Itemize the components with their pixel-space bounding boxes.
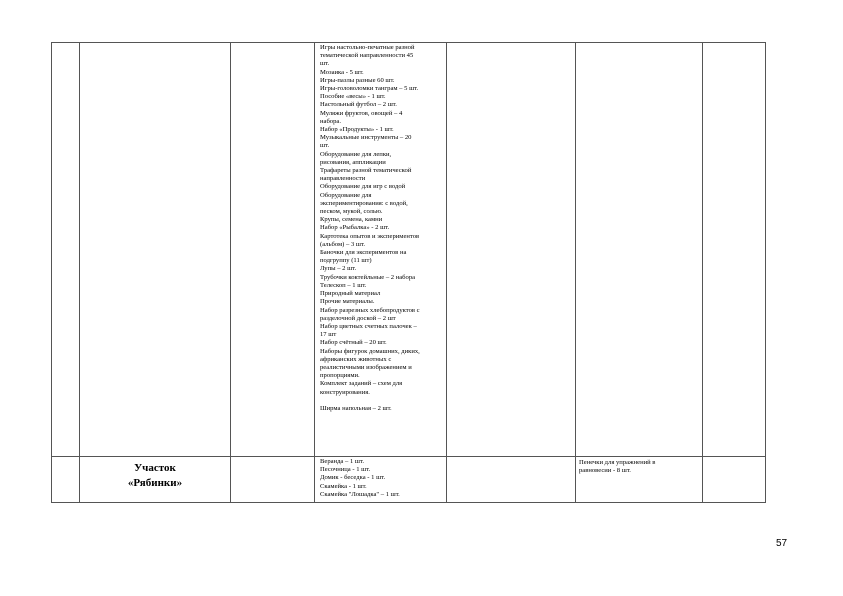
equipment-item: направленности — [320, 175, 366, 183]
equipment-item: Мозаика - 5 шт. — [320, 68, 364, 76]
site-title-line: «Рябинки» — [127, 477, 183, 489]
cell-site — [80, 43, 231, 457]
equipment-item: Ширма напольная – 2 шт. — [320, 404, 392, 412]
equipment-item: Домик - беседка - 1 шт. — [320, 474, 386, 482]
cell-empty — [231, 457, 315, 503]
equipment-item: (альбом) – 3 шт. — [320, 240, 366, 248]
equipment-item: Баночки для экспериментов на — [320, 249, 407, 257]
equipment-item: Игры-головоломки танграм – 5 шт. — [320, 85, 419, 93]
equipment-item: Песочница - 1 шт. — [320, 466, 371, 474]
cell-number — [52, 457, 80, 503]
equipment-item: Оборудование для — [320, 191, 372, 199]
equipment-item: Скамейка "Лошадка" – 1 шт. — [320, 490, 400, 498]
equipment-item: конструирования. — [320, 388, 370, 396]
equipment-item: Картотека опытов и экспериментов — [320, 232, 420, 240]
site-title-line: Участок — [134, 462, 176, 474]
equipment-item: тематической направленности 45 — [320, 52, 414, 60]
equipment-item: Игры настольно-печатные разной — [320, 44, 415, 51]
cell-equipment-list — [315, 43, 447, 457]
equipment-item: Пособие «весы» - 1 шт. — [320, 93, 386, 101]
equipment-item: реалистичными изображением и — [320, 363, 412, 371]
equipment-item: Веранда – 1 шт. — [320, 458, 365, 465]
site-title — [80, 457, 230, 491]
cell-empty — [447, 457, 576, 503]
table-row — [52, 43, 766, 457]
cell-equipment-list — [315, 457, 447, 503]
equipment-item: песком, мукой, солью. — [320, 208, 383, 216]
equipment-item: Настольный футбол – 2 шт. — [320, 101, 397, 109]
cell-empty — [703, 457, 766, 503]
equipment-item: экспериментирования: с водой, — [320, 199, 408, 207]
equipment-item: шт. — [320, 60, 330, 68]
page-number: 57 — [776, 538, 788, 549]
equipment-item: пропорциями. — [320, 372, 360, 380]
extra-note — [576, 457, 702, 477]
equipment-item: Набор «Продукты» - 1 шт. — [320, 126, 394, 134]
equipment-item: подгруппу (11 шт) — [320, 257, 372, 265]
cell-site — [80, 457, 231, 503]
cell-empty — [447, 43, 576, 457]
equipment-item: набора. — [320, 117, 341, 125]
equipment-item: рисования, аппликации — [320, 158, 386, 166]
equipment-item: Оборудование для игр с водой — [320, 183, 406, 191]
equipment-item: Трубочки коктейльные – 2 набора — [320, 273, 416, 281]
equipment-item: Муляжи фруктов, овощей – 4 — [320, 109, 403, 117]
equipment-item: Скамейка - 1 шт. — [320, 482, 367, 490]
equipment-item: Лупы – 2 шт. — [320, 265, 357, 273]
equipment-item: Набор цветных счетных палочек – — [320, 322, 417, 330]
equipment-item: разделочной доской – 2 шт — [320, 314, 396, 322]
equipment-item: 17 шт — [320, 331, 337, 339]
equipment-item — [320, 397, 444, 405]
equipment-item: Крупы, семена, камни — [320, 216, 383, 224]
cell-empty — [703, 43, 766, 457]
equipment-item: Игры-пазлы разные 60 шт. — [320, 76, 395, 84]
equipment-item: африканских животных с — [320, 355, 392, 363]
extra-note-line: равновесии - 8 шт. — [579, 467, 631, 475]
equipment-item: Трафареты разной тематической — [320, 167, 412, 175]
equipment-item: Музыкальные инструменты – 20 — [320, 134, 412, 142]
equipment-item: Прочие материалы. — [320, 298, 375, 306]
cell-extra — [576, 457, 703, 503]
equipment-item: Набор разрезных хлебопродуктов с — [320, 306, 420, 314]
cell-empty — [231, 43, 315, 457]
equipment-item: Набор «Рыбалка» - 2 шт. — [320, 224, 390, 232]
equipment-item: шт. — [320, 142, 330, 150]
equipment-item: Наборы фигурок домашних, диких, — [320, 347, 420, 355]
table-row — [52, 457, 766, 503]
equipment-item: Оборудование для лепки, — [320, 150, 392, 158]
equipment-item: Комплект заданий – схем для — [320, 380, 403, 388]
extra-note-line: Пенечки для упражнений в — [579, 459, 656, 466]
equipment-table — [51, 42, 766, 503]
equipment-item: Телескоп – 1 шт. — [320, 281, 367, 289]
equipment-item: Набор счётный – 20 шт. — [320, 339, 387, 347]
cell-extra — [576, 43, 703, 457]
cell-number — [52, 43, 80, 457]
equipment-item: Природный материал — [320, 290, 381, 298]
